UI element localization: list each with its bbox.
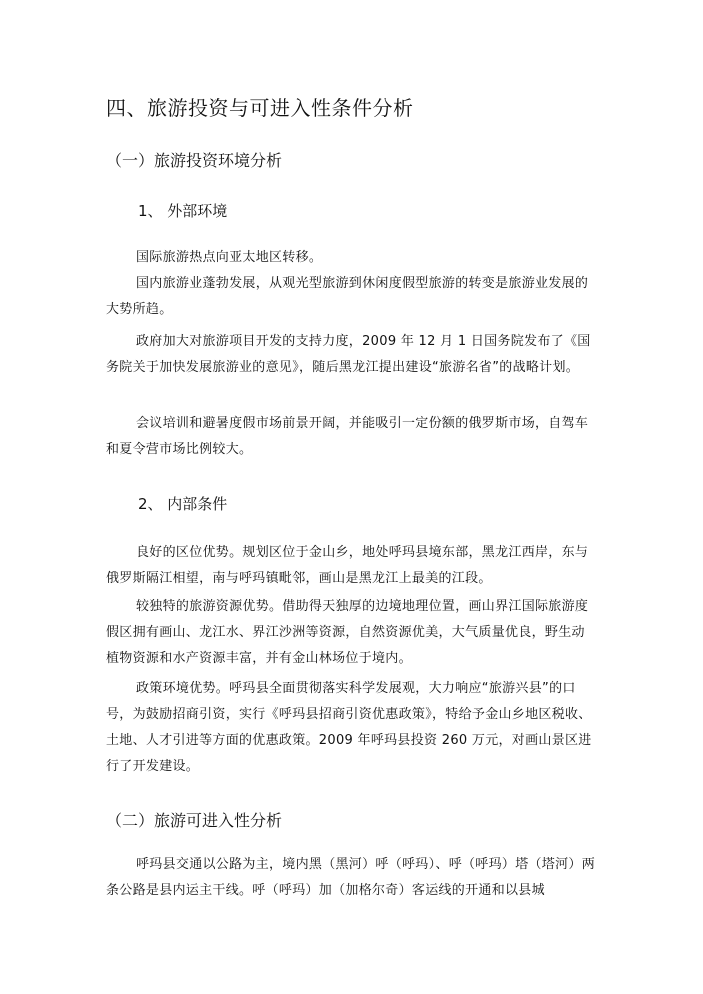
paragraph: 较独特的旅游资源优势。借助得天独厚的边境地理位置，画山界江国际旅游度假区拥有画山、龙江水、界江沙洲等资源，自然资源优美，大气质量优良，野生动植物资源和水产资源丰富，并有金山林场位于境内。 xyxy=(106,599,589,666)
paragraph: 政策环境优势。呼玛县全面贯彻落实科学发展观，大力响应“旅游兴县”的口号，为鼓励招商引资，实行《呼玛县招商引资优惠政策》，特给予金山乡地区税收、土地、人才引进等方面的优惠政策。2009 年呼玛县投资 260 万元，对画山景区进行了开发建设。 xyxy=(106,681,592,774)
document-title: 四、旅游投资与可进入性条件分析 xyxy=(106,96,414,120)
subsection-heading-external: 1、 外部环境 xyxy=(138,202,228,220)
section-heading-accessibility: （二）旅游可进入性分析 xyxy=(106,811,283,830)
paragraph: 呼玛县交通以公路为主，境内黑（黑河）呼（呼玛）、呼（呼玛）塔（塔河）两条公路是县内运主干线。呼（呼玛）加（加格尔奇）客运线的开通和以县城 xyxy=(106,857,596,898)
paragraph: 国际旅游热点向亚太地区转移。 xyxy=(136,250,323,265)
paragraph: 良好的区位优势。规划区位于金山乡，地处呼玛县境东部，黑龙江西岸，东与俄罗斯隔江相望，南与呼玛镇毗邻，画山是黑龙江上最美的江段。 xyxy=(106,545,589,586)
section-heading-investment: （一）旅游投资环境分析 xyxy=(106,151,283,170)
subsection-heading-internal: 2、 内部条件 xyxy=(138,495,228,513)
paragraph: 政府加大对旅游项目开发的支持力度，2009 年 12 月 1 日国务院发布了《国务院关于加快发展旅游业的意见》，随后黑龙江提出建设“旅游名省”的战略计划。 xyxy=(106,334,591,375)
paragraph: 会议培训和避暑度假市场前景开阔，并能吸引一定份额的俄罗斯市场，自驾车和夏令营市场比例较大。 xyxy=(106,416,589,457)
paragraph: 国内旅游业蓬勃发展，从观光型旅游到休闲度假型旅游的转变是旅游业发展的大势所趋。 xyxy=(106,276,589,317)
